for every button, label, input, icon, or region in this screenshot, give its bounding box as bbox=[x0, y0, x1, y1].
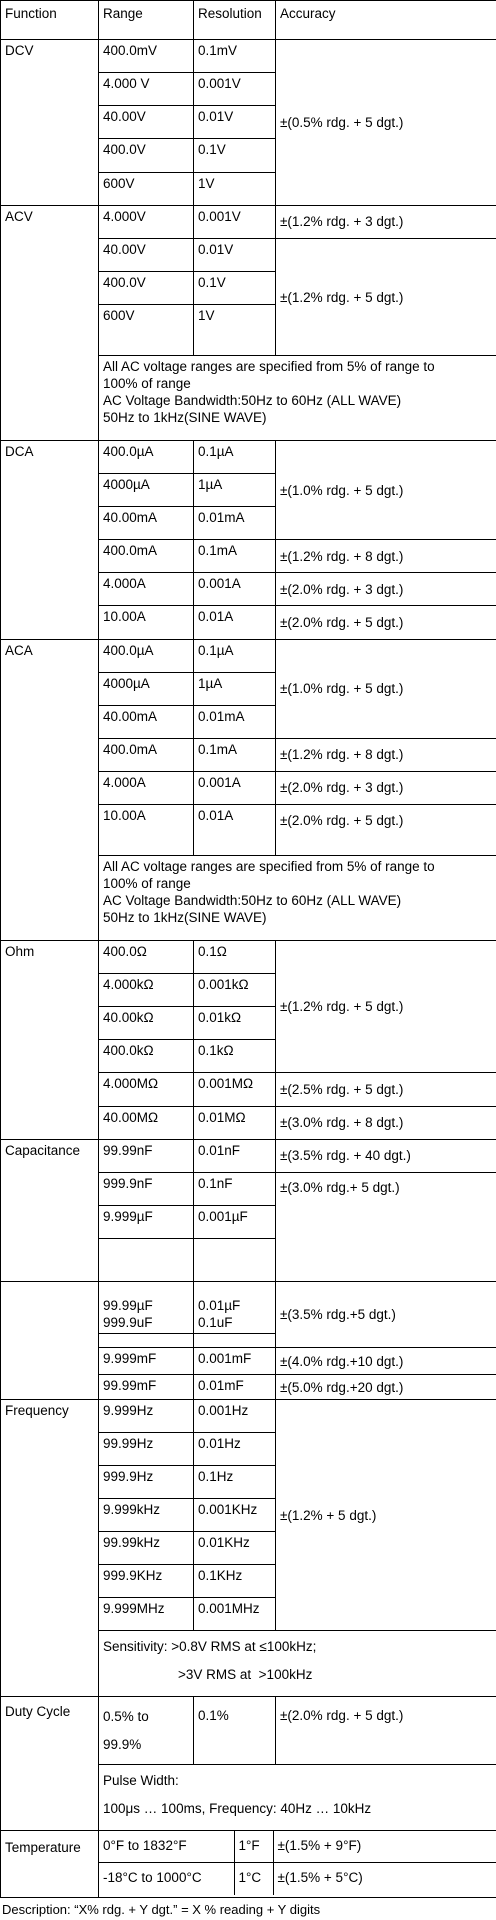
range-cell: 10.00A bbox=[99, 606, 194, 639]
accuracy-cell: ±(3.5% rdg. + 40 dgt.) bbox=[276, 1139, 496, 1172]
accuracy-cell: ±(2.0% rdg. + 5 dgt.) bbox=[276, 606, 496, 639]
accuracy-cell: ±(3.0% rdg. + 8 dgt.) bbox=[276, 1106, 496, 1139]
range-cell: 40.00mA bbox=[99, 705, 194, 738]
aca-note bbox=[99, 856, 496, 941]
function-capacitance: Capacitance bbox=[1, 1139, 99, 1282]
resolution-cell: 0.1V bbox=[194, 271, 276, 304]
range-cell: 600V bbox=[99, 304, 194, 356]
accuracy-cell: ±(1.2% rdg. + 5 dgt.) bbox=[276, 238, 496, 356]
range-cell bbox=[99, 1333, 194, 1347]
range-cell: 4.000V bbox=[99, 205, 194, 238]
header-accuracy: Accuracy bbox=[276, 1, 496, 40]
note-line: AC Voltage Bandwidth:50Hz to 60Hz (ALL WAVE) bbox=[103, 393, 402, 409]
range-cell: 400.0mV bbox=[99, 40, 194, 73]
note-line: 50Hz to 1kHz(SINE WAVE) bbox=[103, 910, 267, 926]
range-cell: 400.0µA bbox=[99, 441, 194, 474]
note-line: AC Voltage Bandwidth:50Hz to 60Hz (ALL WAVE) bbox=[103, 893, 402, 909]
range-cell: 99.99mF bbox=[99, 1375, 194, 1400]
resolution-cell: 1°F bbox=[234, 1831, 273, 1863]
resolution-cell: 0.1V bbox=[194, 139, 276, 172]
range-cell: 40.00MΩ bbox=[99, 1106, 194, 1139]
resolution-cell: 0.001kΩ bbox=[194, 974, 276, 1007]
resolution-cell: 0.1nF bbox=[194, 1172, 276, 1205]
range-cell: 99.99kHz bbox=[99, 1532, 194, 1565]
resolution-cell: 0.1Ω bbox=[194, 941, 276, 974]
temperature-rows bbox=[99, 1830, 496, 1897]
range-cell: 4.000kΩ bbox=[99, 974, 194, 1007]
resolution-cell: 1V bbox=[194, 172, 276, 205]
table-row bbox=[1, 441, 496, 474]
range-cell: -18°C to 1000°C bbox=[99, 1863, 234, 1895]
accuracy-cell: ±(2.0% rdg. + 5 dgt.) bbox=[276, 1697, 496, 1764]
range-value: 99.9% bbox=[103, 1737, 142, 1753]
range-cell: 9.999Hz bbox=[99, 1399, 194, 1432]
range-cell: 10.00A bbox=[99, 804, 194, 856]
accuracy-cell: ±(1.2% + 5 dgt.) bbox=[276, 1399, 496, 1630]
resolution-cell bbox=[194, 1333, 276, 1347]
accuracy-cell: ±(3.0% rdg.+ 5 dgt.) bbox=[276, 1172, 496, 1282]
resolution-cell bbox=[194, 1238, 276, 1281]
resolution-cell: 0.001µF bbox=[194, 1205, 276, 1238]
accuracy-cell: ±(1.2% rdg. + 8 dgt.) bbox=[276, 738, 496, 771]
note-line: 100μs … 100ms, Frequency: 40Hz … 10kHz bbox=[103, 1800, 372, 1816]
note-line: All AC voltage ranges are specified from 5% of range to bbox=[103, 859, 435, 875]
range-value: 999.9uF bbox=[103, 1314, 153, 1330]
range-cell: 9.999µF bbox=[99, 1205, 194, 1238]
resolution-cell: 0.001KHz bbox=[194, 1499, 276, 1532]
resolution-cell: 0.01nF bbox=[194, 1139, 276, 1172]
range-cell: 400.0V bbox=[99, 139, 194, 172]
resolution-value: 0.01µF bbox=[198, 1297, 241, 1313]
duty-cycle-note bbox=[99, 1764, 496, 1830]
resolution-cell: 0.01KHz bbox=[194, 1532, 276, 1565]
range-cell: 40.00kΩ bbox=[99, 1007, 194, 1040]
accuracy-cell: ±(1.5% + 5°C) bbox=[277, 1870, 363, 1886]
range-cell: 999.9KHz bbox=[99, 1565, 194, 1598]
resolution-cell bbox=[194, 1282, 276, 1334]
note-line: 50Hz to 1kHz(SINE WAVE) bbox=[103, 410, 267, 426]
range-cell: 4.000MΩ bbox=[99, 1073, 194, 1106]
resolution-cell: 0.1mA bbox=[194, 540, 276, 573]
accuracy-cell: ±(2.5% rdg. + 5 dgt.) bbox=[276, 1073, 496, 1106]
range-cell: 400.0V bbox=[99, 271, 194, 304]
note-line: >3V RMS at >100kHz bbox=[103, 1667, 313, 1683]
range-cell: 400.0µA bbox=[99, 639, 194, 672]
resolution-cell: 0.1Hz bbox=[194, 1466, 276, 1499]
resolution-cell: 0.01mA bbox=[194, 507, 276, 540]
description-footnote: Description: “X% rdg. + Y dgt.” = X % reading + Y digits bbox=[2, 1902, 321, 1917]
range-cell: 4.000A bbox=[99, 771, 194, 804]
range-cell: 4.000A bbox=[99, 573, 194, 606]
resolution-cell: 0.01V bbox=[194, 238, 276, 271]
accuracy-cell: ±(1.2% rdg. + 3 dgt.) bbox=[276, 205, 496, 238]
range-cell: 4.000 V bbox=[99, 73, 194, 106]
resolution-cell: 0.001V bbox=[194, 73, 276, 106]
resolution-cell: 0.1% bbox=[194, 1697, 276, 1764]
resolution-cell: 0.001Hz bbox=[194, 1399, 276, 1432]
resolution-cell: 0.001A bbox=[194, 573, 276, 606]
resolution-cell: 0.1µA bbox=[194, 639, 276, 672]
range-cell: 4000µA bbox=[99, 672, 194, 705]
frequency-note bbox=[99, 1631, 496, 1697]
resolution-cell: 0.1kΩ bbox=[194, 1040, 276, 1073]
accuracy-cell: ±(4.0% rdg.+10 dgt.) bbox=[276, 1348, 496, 1375]
resolution-cell: 0.01Hz bbox=[194, 1432, 276, 1465]
resolution-value: 0.1uF bbox=[198, 1314, 233, 1330]
range-value: 99.99µF bbox=[103, 1297, 153, 1313]
note-line: 100% of range bbox=[103, 876, 191, 892]
accuracy-cell: ±(0.5% rdg. + 5 dgt.) bbox=[276, 40, 496, 205]
resolution-cell: 0.01MΩ bbox=[194, 1106, 276, 1139]
table-row bbox=[99, 1831, 496, 1863]
range-cell: 40.00mA bbox=[99, 507, 194, 540]
table-row bbox=[1, 205, 496, 238]
range-cell: 400.0Ω bbox=[99, 941, 194, 974]
resolution-cell: 0.01V bbox=[194, 106, 276, 139]
header-resolution: Resolution bbox=[194, 1, 276, 40]
function-dca: DCA bbox=[1, 441, 99, 639]
resolution-cell: 1µA bbox=[194, 474, 276, 507]
range-cell: 9.999MHz bbox=[99, 1598, 194, 1631]
range-cell: 999.9Hz bbox=[99, 1466, 194, 1499]
accuracy-cell: ±(1.0% rdg. + 5 dgt.) bbox=[276, 639, 496, 738]
function-duty-cycle: Duty Cycle bbox=[1, 1697, 99, 1830]
function-capacitance-cont bbox=[1, 1282, 99, 1400]
resolution-cell: 0.1mV bbox=[194, 40, 276, 73]
range-cell: 40.00V bbox=[99, 238, 194, 271]
function-aca: ACA bbox=[1, 639, 99, 941]
note-line: Sensitivity: >0.8V RMS at ≤100kHz; bbox=[103, 1639, 317, 1655]
range-cell: 9.999mF bbox=[99, 1348, 194, 1375]
resolution-cell: 0.001MΩ bbox=[194, 1073, 276, 1106]
accuracy-cell: ±(1.2% rdg. + 8 dgt.) bbox=[276, 540, 496, 573]
table-row bbox=[1, 1830, 496, 1897]
range-cell bbox=[99, 1697, 194, 1764]
table-row bbox=[1, 941, 496, 974]
resolution-cell: 1µA bbox=[194, 672, 276, 705]
table-row bbox=[99, 1863, 496, 1895]
range-cell: 999.9nF bbox=[99, 1172, 194, 1205]
accuracy-cell: ±(2.0% rdg. + 3 dgt.) bbox=[276, 573, 496, 606]
resolution-cell: 0.001mF bbox=[194, 1348, 276, 1375]
table-row bbox=[1, 639, 496, 672]
table-row bbox=[1, 1399, 496, 1432]
resolution-cell: 0.01mA bbox=[194, 705, 276, 738]
range-cell bbox=[99, 1282, 194, 1334]
range-cell: 400.0mA bbox=[99, 540, 194, 573]
accuracy-cell: ±(2.0% rdg. + 3 dgt.) bbox=[276, 771, 496, 804]
table-row bbox=[1, 1697, 496, 1764]
note-line: Pulse Width: bbox=[103, 1772, 179, 1788]
range-cell: 600V bbox=[99, 172, 194, 205]
function-dcv: DCV bbox=[1, 40, 99, 205]
resolution-cell: 0.01A bbox=[194, 606, 276, 639]
resolution-cell: 0.1mA bbox=[194, 738, 276, 771]
header-range: Range bbox=[99, 1, 194, 40]
note-line: All AC voltage ranges are specified from 5% of range to bbox=[103, 359, 435, 375]
resolution-cell: 1°C bbox=[234, 1863, 273, 1895]
range-cell: 400.0kΩ bbox=[99, 1040, 194, 1073]
range-cell: 40.00V bbox=[99, 106, 194, 139]
accuracy-cell: ±(5.0% rdg.+20 dgt.) bbox=[276, 1375, 496, 1400]
range-cell bbox=[99, 1238, 194, 1281]
table-row bbox=[1, 1139, 496, 1172]
accuracy-cell: ±(1.5% + 9°F) bbox=[273, 1831, 496, 1863]
range-cell: 99.99nF bbox=[99, 1139, 194, 1172]
resolution-cell: 0.1µA bbox=[194, 441, 276, 474]
resolution-cell: 0.01kΩ bbox=[194, 1007, 276, 1040]
resolution-cell: 0.001MHz bbox=[194, 1598, 276, 1631]
resolution-cell: 1V bbox=[194, 304, 276, 356]
accuracy-cell: ±(2.0% rdg. + 5 dgt.) bbox=[276, 804, 496, 856]
range-cell: 0°F to 1832°F bbox=[99, 1831, 234, 1863]
range-value: 0.5% to bbox=[103, 1709, 149, 1725]
resolution-cell: 0.01mF bbox=[194, 1375, 276, 1400]
temperature-subtable bbox=[99, 1831, 496, 1895]
function-temperature: Temperature bbox=[1, 1830, 99, 1897]
range-cell: 400.0mA bbox=[99, 738, 194, 771]
function-frequency: Frequency bbox=[1, 1399, 99, 1697]
function-acv: ACV bbox=[1, 205, 99, 441]
accuracy-cell: ±(1.2% rdg. + 5 dgt.) bbox=[276, 941, 496, 1073]
acv-note bbox=[99, 356, 496, 441]
function-ohm: Ohm bbox=[1, 941, 99, 1139]
header-function: Function bbox=[1, 1, 99, 40]
table-row bbox=[1, 1282, 496, 1334]
range-cell: 99.99Hz bbox=[99, 1432, 194, 1465]
table-header-row bbox=[1, 1, 496, 40]
table-row bbox=[1, 40, 496, 73]
range-cell: 9.999kHz bbox=[99, 1499, 194, 1532]
range-cell: 4000µA bbox=[99, 474, 194, 507]
accuracy-cell: ±(3.5% rdg.+5 dgt.) bbox=[276, 1282, 496, 1348]
resolution-cell: 0.01A bbox=[194, 804, 276, 856]
resolution-cell: 0.001A bbox=[194, 771, 276, 804]
note-line: 100% of range bbox=[103, 376, 191, 392]
resolution-cell: 0.001V bbox=[194, 205, 276, 238]
accuracy-cell: ±(1.0% rdg. + 5 dgt.) bbox=[276, 441, 496, 540]
resolution-cell: 0.1KHz bbox=[194, 1565, 276, 1598]
